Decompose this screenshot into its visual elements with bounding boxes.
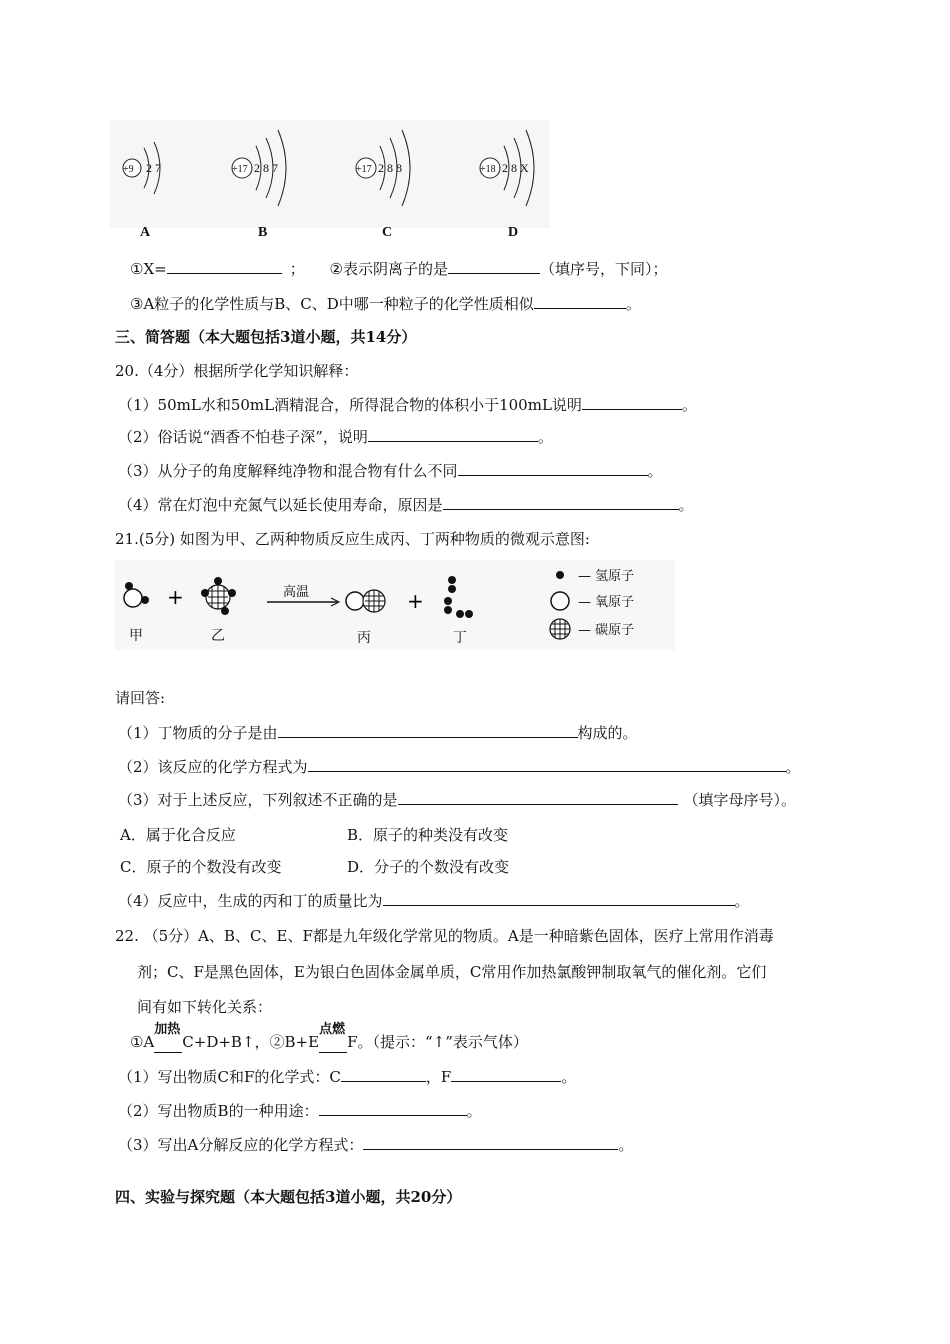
q19-line1: [130, 259, 667, 279]
q19-blank-x[interactable]: [167, 259, 282, 274]
q22-line3: 间有如下转化关系：: [137, 998, 273, 1016]
q22-item2-suffix: 。: [466, 1102, 482, 1120]
atom-b-nucleus: +17: [232, 164, 248, 175]
q22-item1-suffix: 。: [561, 1068, 577, 1086]
label-yi: 乙: [211, 628, 225, 644]
q22-item2: [118, 1101, 482, 1121]
q20-item2: [118, 427, 553, 447]
plus-sign-1: +: [167, 585, 184, 609]
q21-option-c[interactable]: C．原子的个数没有改变: [120, 858, 282, 876]
plus-sign-2: +: [407, 589, 424, 613]
q21-item3-suffix: （填字母序号）。: [683, 791, 797, 809]
atom-b-label: B: [258, 225, 268, 240]
q20-item1-text: （1）50mL水和50mL酒精混合，所得混合物的体积小于100mL说明: [118, 396, 582, 414]
reaction2-b: F。（提示：“↑”表示气体）: [347, 1033, 528, 1051]
q22-item1: [118, 1067, 576, 1087]
q20-blank1[interactable]: [582, 395, 682, 410]
carbon-legend-icon: [550, 619, 570, 639]
section3-title: 三、简答题（本大题包括3道小题，共14分）: [115, 328, 417, 346]
q20-blank4[interactable]: [443, 495, 679, 510]
label-ding: 丁: [453, 630, 467, 646]
reaction1-a: ①A: [130, 1033, 155, 1051]
q19-sep: ；: [289, 260, 305, 278]
q20-stem: 20.（4分）根据所学化学知识解释：: [115, 362, 359, 380]
q20-blank2[interactable]: [368, 427, 538, 442]
q21-item2: [118, 757, 801, 777]
q21-option-b[interactable]: B．原子的种类没有改变: [347, 826, 509, 844]
q21-item4-suffix: 。: [734, 892, 750, 910]
section4-title: 四、实验与探究题（本大题包括3道小题，共20分）: [115, 1188, 462, 1206]
q21-item3: [118, 790, 796, 810]
atom-c-nucleus: +17: [356, 164, 372, 175]
atom-d-nucleus: +18: [480, 164, 496, 175]
atom-d-shells: 2 8 X: [502, 161, 529, 175]
oxygen-legend-icon: [551, 592, 569, 610]
q19-part2-prefix: ②表示阴离子的是: [329, 260, 448, 278]
q22-item1-mid: ，F: [425, 1068, 452, 1086]
arrow-condition: 高温: [283, 585, 310, 600]
molecule-bing-icon: [346, 590, 385, 612]
q21-item2-suffix: 。: [785, 758, 801, 776]
reaction1-condition: 加热: [154, 1022, 181, 1037]
atom-d-label: D: [508, 225, 519, 240]
reaction2-arrow: [319, 1022, 347, 1053]
atom-legend: [540, 565, 680, 645]
q21-item4: [118, 891, 750, 911]
q21-please-answer: 请回答:: [115, 689, 166, 707]
q22-blank-f[interactable]: [451, 1067, 561, 1082]
q20-item3: [118, 461, 663, 481]
q22-reactions: [130, 1022, 528, 1053]
q22-line1: 22. （5分）A、B、C、E、F都是九年级化学常见的物质。A是一种暗紫色固体，医疗上常用作消毒: [115, 927, 774, 945]
hydrogen-legend-icon: [556, 571, 564, 579]
q21-option-d[interactable]: D．分子的个数没有改变: [347, 858, 510, 876]
atom-a-label: A: [140, 225, 151, 240]
q22-blank-b-use[interactable]: [319, 1101, 467, 1116]
q20-item4: [118, 495, 694, 515]
atom-c-shells: 2 8 8: [378, 161, 402, 175]
q21-item4-prefix: （4）反应中，生成的丙和丁的质量比为: [118, 892, 383, 910]
q20-blank3[interactable]: [458, 461, 648, 476]
q21-blank1[interactable]: [278, 723, 578, 738]
q21-item3-prefix: （3）对于上述反应，下列叙述不正确的是: [118, 791, 398, 809]
reaction2-condition: 点燃: [319, 1022, 346, 1037]
atom-a-shells: 2 7: [146, 161, 161, 175]
q21-item1: [118, 723, 638, 743]
atom-c-label: C: [382, 225, 393, 240]
reaction1-arrow: [154, 1022, 182, 1053]
q20-item1-end: 。: [681, 396, 697, 414]
q20-item4-text: （4）常在灯泡中充氮气以延长使用寿命，原因是: [118, 496, 443, 514]
q20-item2-end: 。: [537, 428, 553, 446]
q22-item3-suffix: 。: [618, 1136, 634, 1154]
reaction1-b: C+D+B↑，②B+E: [182, 1033, 320, 1051]
q19-part3-prefix: ③A粒子的化学性质与B、C、D中哪一种粒子的化学性质相似: [130, 295, 534, 313]
atom-structure-diagrams: [110, 120, 550, 250]
q21-item1-prefix: （1）丁物质的分子是由: [118, 724, 278, 742]
q21-blank3[interactable]: [398, 790, 678, 805]
q21-item1-suffix: 构成的。: [577, 724, 638, 742]
q20-item4-end: 。: [678, 496, 694, 514]
q22-line2: 剂；C、F是黑色固体，E为银白色固体金属单质，C常用作加热氯酸钾制取氧气的催化剂。它们: [137, 963, 767, 981]
q22-item1-prefix: （1）写出物质C和F的化学式：C: [118, 1068, 341, 1086]
label-bing: 丙: [357, 630, 371, 646]
q22-blank-equation[interactable]: [363, 1135, 618, 1150]
legend-carbon: — 碳原子: [578, 623, 635, 638]
q20-item2-text: （2）俗话说“酒香不怕巷子深”，说明: [118, 428, 368, 446]
q22-item3-prefix: （3）写出A分解反应的化学方程式：: [118, 1136, 364, 1154]
q21-item2-prefix: （2）该反应的化学方程式为: [118, 758, 308, 776]
q22-item3: [118, 1135, 633, 1155]
q21-stem: 21.(5分) 如图为甲、乙两种物质反应生成丙、丁两种物质的微观示意图:: [115, 530, 590, 548]
q19-part3-suffix: 。: [625, 295, 641, 313]
label-jia: 甲: [129, 628, 143, 644]
q20-item1: [118, 395, 697, 415]
legend-oxygen: — 氧原子: [578, 595, 635, 610]
q19-part1-prefix: ①X=: [130, 260, 167, 278]
legend-hydrogen: — 氢原子: [578, 569, 635, 584]
q19-blank-similar[interactable]: [534, 294, 626, 309]
q21-option-a[interactable]: A．属于化合反应: [120, 826, 236, 844]
q19-blank-anion[interactable]: [448, 259, 540, 274]
q22-item2-prefix: （2）写出物质B的一种用途：: [118, 1102, 319, 1120]
q20-item3-text: （3）从分子的角度解释纯净物和混合物有什么不同: [118, 462, 458, 480]
q19-line2: [130, 294, 641, 314]
atom-a-nucleus: +9: [123, 164, 134, 175]
q21-blank4[interactable]: [383, 891, 735, 906]
q19-part2-suffix: （填序号，下同）；: [539, 260, 668, 278]
q22-blank-c[interactable]: [341, 1067, 426, 1082]
q21-blank2[interactable]: [308, 757, 786, 772]
q20-item3-end: 。: [647, 462, 663, 480]
atom-b-shells: 2 8 7: [254, 161, 278, 175]
